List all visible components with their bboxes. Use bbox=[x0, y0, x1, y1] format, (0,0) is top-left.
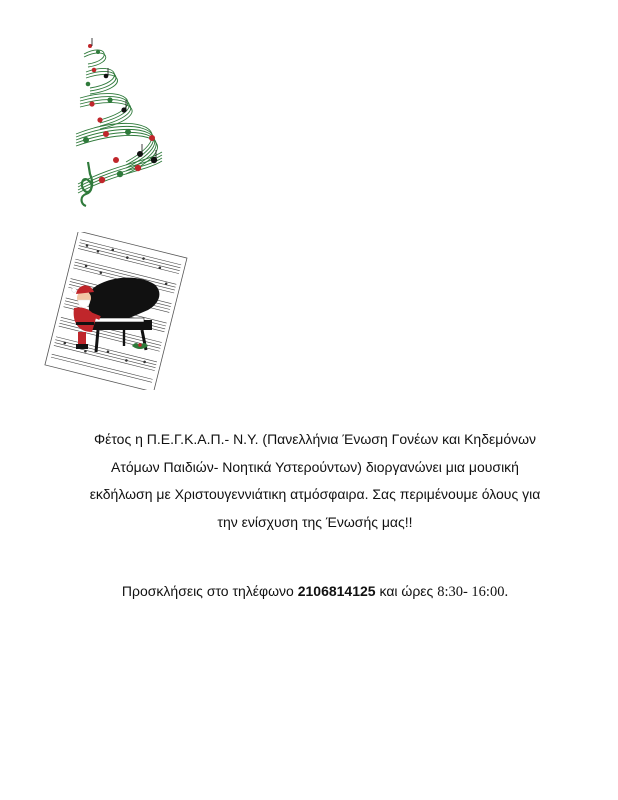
santa-playing-piano-icon bbox=[38, 232, 190, 390]
music-notes-christmas-tree-icon bbox=[66, 34, 184, 210]
contact-middle: και ώρες bbox=[375, 583, 438, 599]
contact-info bbox=[60, 580, 570, 603]
announcement-line: Φέτος η Π.Ε.Γ.Κ.Α.Π.- Ν.Υ. (Πανελλήνια Ένωση Γονέων και Κηδεμόνων bbox=[93, 431, 537, 447]
announcement-text bbox=[60, 426, 570, 536]
announcement-line: εκδήλωση με Χριστουγεννιάτικη ατμόσφαιρα. Σας περιμένουμε όλους για bbox=[89, 486, 541, 502]
office-hours: 8:30- 16:00. bbox=[437, 584, 509, 600]
phone-number: 2106814125 bbox=[297, 583, 376, 599]
announcement-line: την ενίσχυση της Ένωσής μας!! bbox=[217, 513, 413, 530]
announcement-line: Ατόμων Παιδιών- Νοητικά Υστερούντων) διοργανώνει μια μουσική bbox=[111, 458, 519, 475]
contact-prefix: Προσκλήσεις στο τηλέφωνο bbox=[121, 583, 298, 599]
